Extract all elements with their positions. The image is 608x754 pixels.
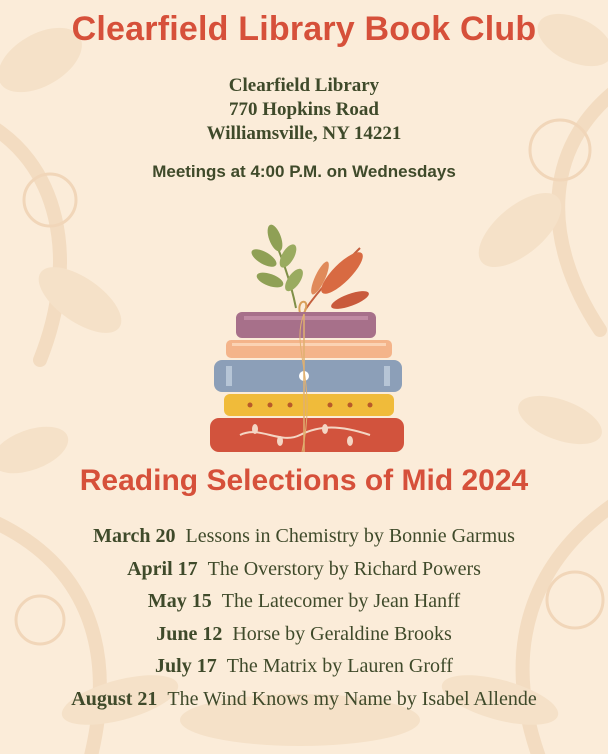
selection-date: May 15	[147, 590, 212, 612]
address-line-name: Clearfield Library	[228, 75, 380, 96]
list-item	[0, 520, 608, 553]
library-address	[0, 74, 608, 146]
list-item	[0, 618, 608, 651]
address-line-city: Williamsville, NY 14221	[206, 123, 402, 144]
list-item	[0, 553, 608, 586]
selection-book: The Matrix by Lauren Groff	[226, 655, 453, 677]
list-item	[0, 585, 608, 618]
selection-book: Horse by Geraldine Brooks	[232, 622, 452, 645]
page-title: Clearfield Library Book Club	[71, 10, 537, 48]
meeting-time: Meetings at 4:00 P.M. on Wednesdays	[152, 162, 456, 181]
selections-list	[0, 520, 608, 715]
selection-book: The Wind Knows my Name by Isabel Allende	[167, 687, 537, 710]
selection-book: Lessons in Chemistry by Bonnie Garmus	[185, 525, 515, 547]
selection-book: The Overstory by Richard Powers	[207, 557, 481, 580]
address-line-street: 770 Hopkins Road	[229, 99, 379, 120]
selection-book: The Latecomer by Jean Hanff	[221, 590, 461, 612]
selection-date: March 20	[93, 525, 176, 547]
stacked-books-with-leaves-icon	[200, 218, 410, 458]
selection-date: August 21	[71, 687, 158, 710]
selection-date: June 12	[156, 622, 223, 645]
selection-date: July 17	[155, 655, 217, 677]
selection-date: April 17	[127, 557, 198, 580]
list-item	[0, 650, 608, 683]
leaves-icon	[249, 223, 371, 313]
list-item	[0, 683, 608, 716]
selections-heading: Reading Selections of Mid 2024	[79, 464, 529, 497]
